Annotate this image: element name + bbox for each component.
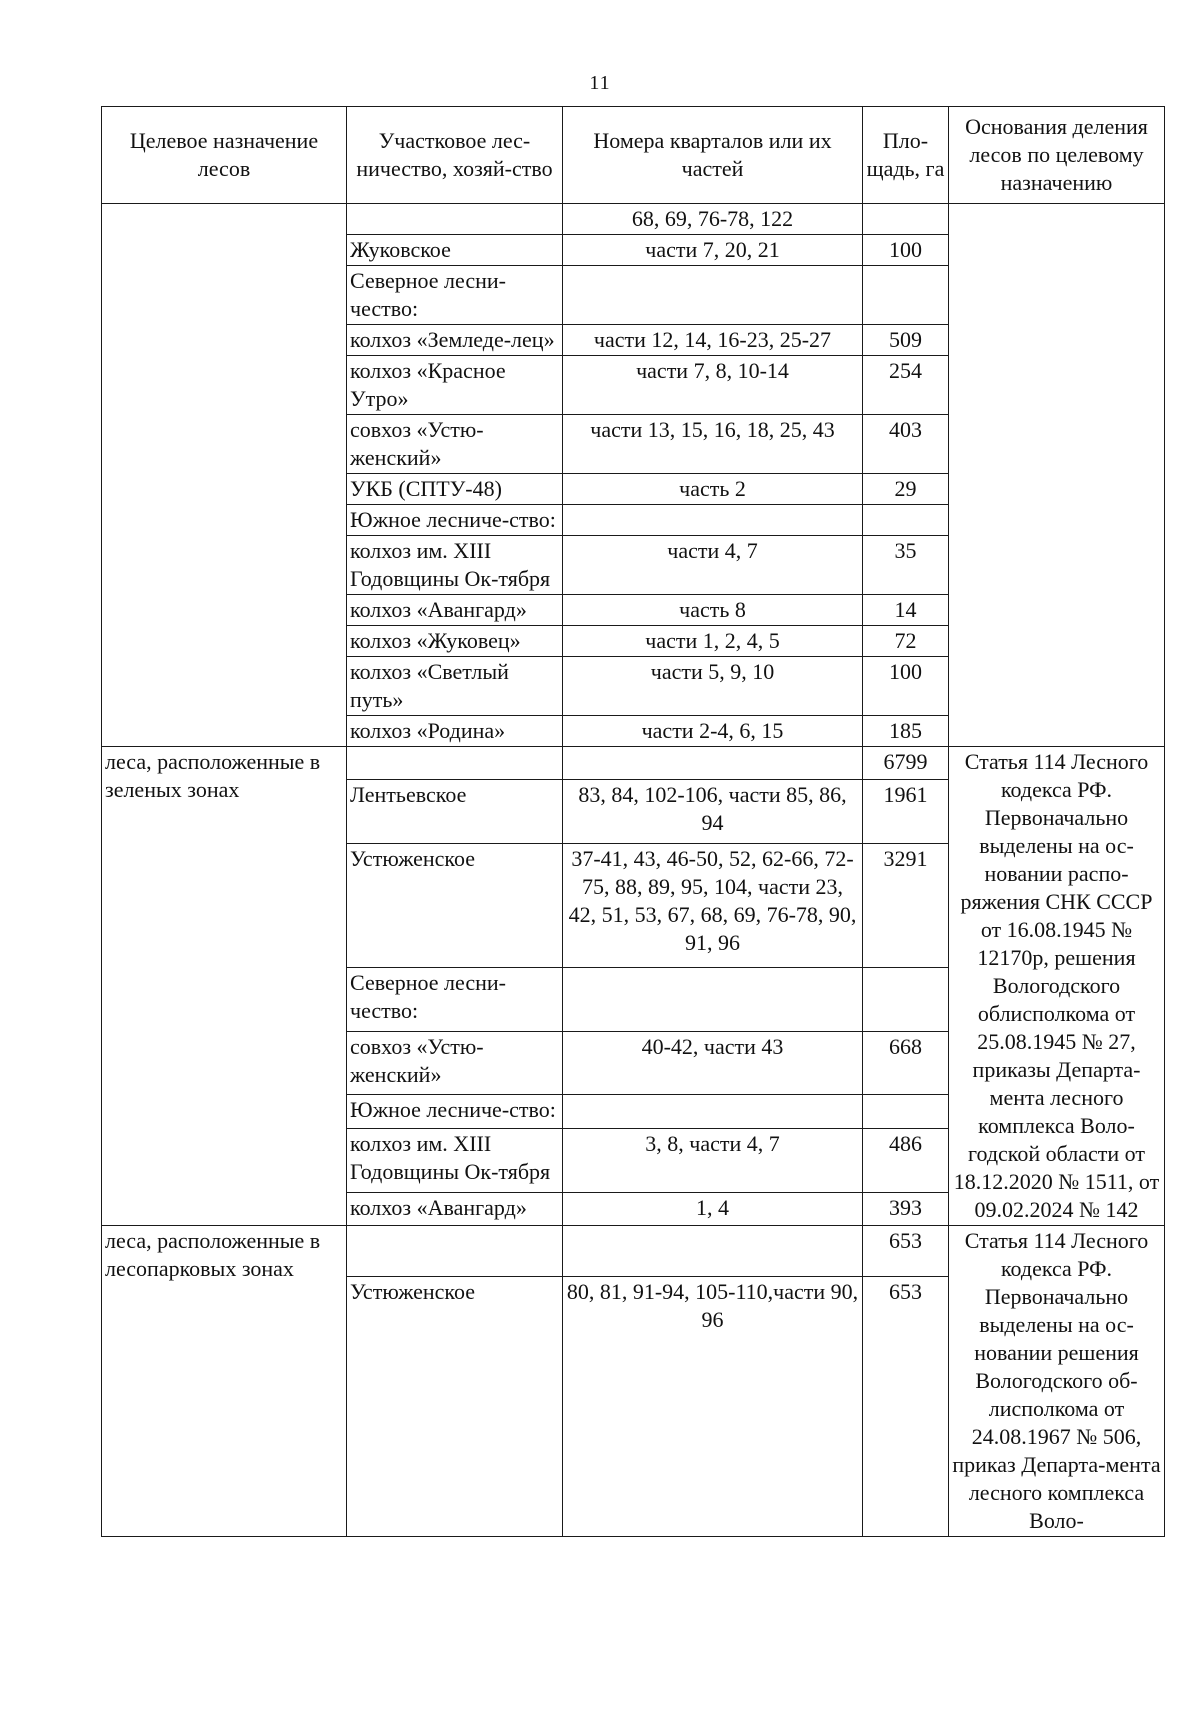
header-basis: Основания деления лесов по целевому назначению (949, 107, 1165, 204)
forestry-cell (347, 1226, 563, 1277)
area-cell: 254 (863, 356, 949, 415)
forestry-cell: совхоз «Устю-женский» (347, 1031, 563, 1095)
forestry-cell: Устюженское (347, 844, 563, 968)
quarters-cell: 68, 69, 76-78, 122 (563, 204, 863, 235)
area-cell (863, 968, 949, 1032)
forestry-cell: колхоз им. XIII Годовщины Ок-тября (347, 1128, 563, 1192)
quarters-cell: 80, 81, 91-94, 105-110,части 90, 96 (563, 1277, 863, 1537)
forestry-cell: Северное лесни-чество: (347, 968, 563, 1032)
quarters-cell: часть 8 (563, 595, 863, 626)
forestry-cell: колхоз «Авангард» (347, 595, 563, 626)
quarters-cell: часть 2 (563, 474, 863, 505)
forestry-cell: Лентьевское (347, 780, 563, 844)
area-cell (863, 505, 949, 536)
forestry-cell: колхоз «Земледе-лец» (347, 325, 563, 356)
page-number: 11 (589, 72, 611, 94)
forestry-cell: Северное лесни-чество: (347, 266, 563, 325)
area-cell (863, 1095, 949, 1128)
forestry-cell (347, 204, 563, 235)
quarters-cell: части 12, 14, 16-23, 25-27 (563, 325, 863, 356)
area-cell: 3291 (863, 844, 949, 968)
quarters-cell (563, 505, 863, 536)
forestry-cell: Жуковское (347, 235, 563, 266)
purpose-cell-continued (102, 204, 347, 747)
forestry-cell: Устюженское (347, 1277, 563, 1537)
quarters-cell: части 5, 9, 10 (563, 657, 863, 716)
quarters-cell: 1, 4 (563, 1192, 863, 1226)
header-area: Пло-щадь, га (863, 107, 949, 204)
area-cell: 100 (863, 235, 949, 266)
header-forestry: Участковое лес-ничество, хозяй-ство (347, 107, 563, 204)
quarters-cell: части 4, 7 (563, 536, 863, 595)
forestry-cell: совхоз «Устю-женский» (347, 415, 563, 474)
forestry-cell: колхоз «Авангард» (347, 1192, 563, 1226)
quarters-cell: 3, 8, части 4, 7 (563, 1128, 863, 1192)
area-cell (863, 204, 949, 235)
table-row (102, 204, 1165, 235)
area-cell (863, 266, 949, 325)
area-cell: 29 (863, 474, 949, 505)
area-cell: 35 (863, 536, 949, 595)
forestry-cell: колхоз «Родина» (347, 716, 563, 747)
forestry-cell: Южное лесниче-ство: (347, 1095, 563, 1128)
forestry-cell: колхоз им. XIII Годовщины Ок-тября (347, 536, 563, 595)
quarters-cell: 40-42, части 43 (563, 1031, 863, 1095)
area-cell: 14 (863, 595, 949, 626)
area-cell: 668 (863, 1031, 949, 1095)
area-cell: 100 (863, 657, 949, 716)
forestry-cell: колхоз «Красное Утро» (347, 356, 563, 415)
purpose-cell-green-zones: леса, расположенные в зеленых зонах (102, 747, 347, 1226)
quarters-cell: 37-41, 43, 46-50, 52, 62-66, 72-75, 88, 89, 95, 104, части 23, 42, 51, 53, 67, 68, 69, 76-78, 90, 91, 96 (563, 844, 863, 968)
forestry-cell: Южное лесниче-ство: (347, 505, 563, 536)
basis-cell-forest-park-zones: Статья 114 Лесного кодекса РФ. Первоначально выделены на ос-новании решения Вологодского об-лисполкома от 24.08.1967 № 506, приказ Департа-мента лесного комплекса Воло- (949, 1226, 1165, 1537)
header-purpose: Целевое назначение лесов (102, 107, 347, 204)
table-header-row (102, 107, 1165, 204)
quarters-cell: части 1, 2, 4, 5 (563, 626, 863, 657)
quarters-cell (563, 968, 863, 1032)
quarters-cell: части 7, 8, 10-14 (563, 356, 863, 415)
quarters-cell (563, 747, 863, 780)
area-cell: 403 (863, 415, 949, 474)
area-cell: 6799 (863, 747, 949, 780)
area-cell: 72 (863, 626, 949, 657)
forestry-cell: УКБ (СПТУ-48) (347, 474, 563, 505)
area-cell: 486 (863, 1128, 949, 1192)
basis-cell-green-zones: Статья 114 Лесного кодекса РФ. Первоначально выделены на ос-новании распо-ряжения СНК СССР от 16.08.1945 № 12170р, решения Вологодского облисполкома от 25.08.1945 № 27, приказы Департа-мента лесного комплекса Воло-годской области от 18.12.2020 № 1511, от 09.02.2024 № 142 (949, 747, 1165, 1226)
area-cell: 509 (863, 325, 949, 356)
area-cell: 1961 (863, 780, 949, 844)
purpose-cell-forest-park-zones: леса, расположенные в лесопарковых зонах (102, 1226, 347, 1537)
area-cell: 185 (863, 716, 949, 747)
quarters-cell (563, 266, 863, 325)
forest-purpose-table (101, 106, 1165, 1537)
quarters-cell: части 7, 20, 21 (563, 235, 863, 266)
area-cell: 393 (863, 1192, 949, 1226)
area-cell: 653 (863, 1277, 949, 1537)
header-quarters: Номера кварталов или их частей (563, 107, 863, 204)
quarters-cell: части 2-4, 6, 15 (563, 716, 863, 747)
table-row (102, 747, 1165, 780)
quarters-cell: части 13, 15, 16, 18, 25, 43 (563, 415, 863, 474)
quarters-cell (563, 1095, 863, 1128)
forestry-cell (347, 747, 563, 780)
forestry-cell: колхоз «Светлый путь» (347, 657, 563, 716)
quarters-cell: 83, 84, 102-106, части 85, 86, 94 (563, 780, 863, 844)
forestry-cell: колхоз «Жуковец» (347, 626, 563, 657)
basis-cell-continued (949, 204, 1165, 747)
area-cell: 653 (863, 1226, 949, 1277)
quarters-cell (563, 1226, 863, 1277)
table-row (102, 1226, 1165, 1277)
